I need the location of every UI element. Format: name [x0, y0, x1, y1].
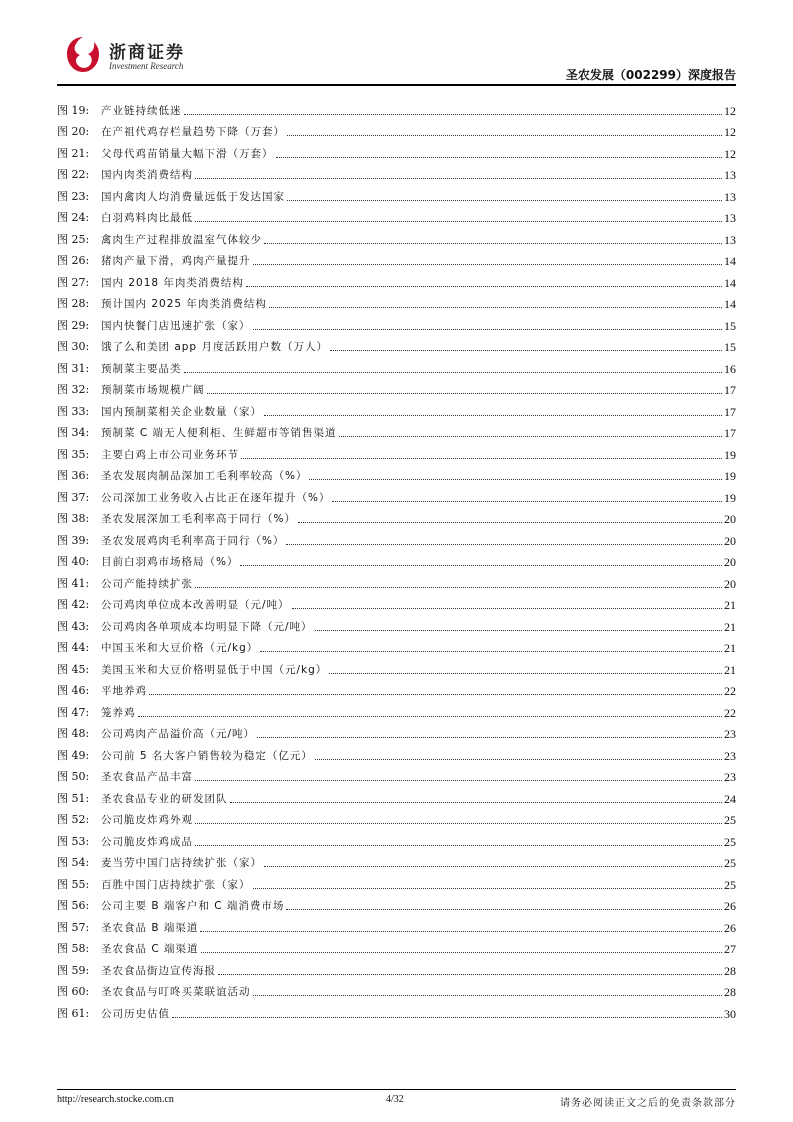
- toc-page-number: 13: [724, 189, 736, 204]
- toc-page-number: 30: [724, 1006, 736, 1021]
- figure-title: 公司鸡肉单位成本改善明显（元/吨）: [101, 599, 290, 611]
- toc-page-number: 12: [724, 103, 736, 118]
- dot-leader: [218, 973, 722, 975]
- figure-title: 圣农食品街边宣传海报: [101, 964, 216, 977]
- dot-leader: [286, 908, 722, 910]
- toc-entry[interactable]: [57, 720, 736, 742]
- figure-number: 图 22:: [57, 168, 90, 181]
- dot-leader: [287, 134, 722, 136]
- figure-number: 图 32:: [57, 383, 90, 396]
- dot-leader: [329, 672, 722, 674]
- toc-entry[interactable]: [57, 892, 736, 914]
- page-number: 4/32: [386, 1094, 404, 1105]
- toc-entry[interactable]: [57, 548, 736, 570]
- toc-entry[interactable]: [57, 827, 736, 849]
- figure-title: 麦当劳中国门店持续扩张（家）: [101, 857, 262, 869]
- figure-title: 圣农食品专业的研发团队: [101, 792, 228, 805]
- toc-entry[interactable]: [57, 268, 736, 290]
- figure-index-list: [57, 96, 736, 1021]
- dot-leader: [253, 994, 723, 996]
- toc-page-number: 25: [724, 813, 736, 827]
- page-header: [57, 36, 736, 84]
- toc-page-number: 21: [724, 641, 736, 655]
- toc-page-number: 20: [724, 555, 736, 569]
- figure-number: 图 28:: [57, 297, 90, 310]
- dot-leader: [286, 543, 722, 545]
- figure-number: 图 34:: [57, 426, 90, 439]
- dot-leader: [292, 607, 722, 609]
- dot-leader: [257, 736, 722, 738]
- figure-number: 图 41:: [57, 576, 90, 590]
- figure-title: 国内预制菜相关企业数量（家）: [101, 405, 262, 418]
- toc-entry[interactable]: [57, 763, 736, 785]
- figure-title: 预计国内 2025 年肉类消费结构: [101, 298, 267, 310]
- dot-leader: [309, 478, 722, 480]
- dot-leader: [195, 177, 722, 179]
- toc-entry[interactable]: [57, 569, 736, 591]
- toc-entry[interactable]: [57, 311, 736, 333]
- dot-leader: [195, 220, 722, 222]
- toc-entry[interactable]: [57, 161, 736, 183]
- toc-page-number: 21: [724, 619, 736, 634]
- footer-url: http://research.stocke.com.cn: [57, 1094, 174, 1105]
- toc-entry[interactable]: [57, 182, 736, 204]
- figure-title: 公司主要 B 端客户和 C 端消费市场: [101, 900, 285, 912]
- figure-title: 在产祖代鸡存栏量趋势下降（万套）: [101, 126, 285, 138]
- toc-entry[interactable]: [57, 999, 736, 1021]
- figure-title: 圣农食品 C 端渠道: [101, 943, 199, 955]
- toc-entry[interactable]: [57, 505, 736, 527]
- figure-number: 图 60:: [57, 985, 90, 998]
- toc-entry[interactable]: [57, 935, 736, 957]
- figure-number: 图 31:: [57, 361, 90, 375]
- toc-entry[interactable]: [57, 677, 736, 699]
- figure-number: 图 36:: [57, 469, 90, 482]
- toc-page-number: 12: [724, 125, 736, 139]
- toc-page-number: 25: [724, 877, 736, 892]
- dot-leader: [184, 113, 723, 115]
- dot-leader: [241, 457, 722, 459]
- figure-number: 图 33:: [57, 404, 90, 418]
- dot-leader: [264, 242, 722, 244]
- dot-leader: [264, 414, 722, 416]
- toc-page-number: 26: [724, 920, 736, 935]
- toc-page-number: 20: [724, 576, 736, 591]
- disclaimer-note: 请务必阅读正文之后的免责条款部分: [560, 1098, 736, 1109]
- figure-title: 父母代鸡苗销量大幅下滑（万套）: [101, 147, 274, 160]
- figure-title: 百胜中国门店持续扩张（家）: [101, 878, 251, 891]
- zheshang-logo-icon: [65, 36, 101, 74]
- figure-title: 公司深加工业务收入占比正在逐年提升（%）: [101, 491, 331, 504]
- figure-number: 图 26:: [57, 254, 90, 267]
- figure-number: 图 51:: [57, 791, 90, 805]
- toc-page-number: 13: [724, 211, 736, 225]
- toc-entry[interactable]: [57, 118, 736, 140]
- figure-number: 图 21:: [57, 146, 90, 160]
- toc-entry[interactable]: [57, 247, 736, 269]
- figure-number: 图 25:: [57, 232, 90, 246]
- figure-title: 国内快餐门店迅速扩张（家）: [101, 319, 251, 332]
- figure-title: 饿了么和美团 app 月度活跃用户数（万人）: [101, 341, 328, 353]
- figure-title: 目前白羽鸡市场格局（%）: [101, 556, 239, 568]
- toc-entry[interactable]: [57, 956, 736, 978]
- toc-page-number: 13: [724, 168, 736, 182]
- figure-title: 公司历史估值: [101, 1007, 170, 1020]
- figure-number: 图 44:: [57, 641, 90, 654]
- toc-page-number: 16: [724, 361, 736, 376]
- figure-title: 白羽鸡料肉比最低: [101, 212, 193, 224]
- dot-leader: [276, 156, 723, 158]
- figure-number: 图 49:: [57, 748, 90, 762]
- figure-title: 圣农发展鸡肉毛利率高于同行（%）: [101, 534, 285, 547]
- report-title: 圣农发展（002299）深度报告: [565, 68, 736, 82]
- dot-leader: [184, 371, 723, 373]
- figure-number: 图 46:: [57, 684, 90, 697]
- toc-entry[interactable]: [57, 526, 736, 548]
- figure-number: 图 52:: [57, 813, 90, 826]
- toc-page-number: 24: [724, 791, 736, 806]
- dot-leader: [172, 1016, 722, 1018]
- toc-page-number: 17: [724, 383, 736, 397]
- toc-page-number: 19: [724, 469, 736, 483]
- toc-page-number: 20: [724, 533, 736, 548]
- figure-number: 图 23:: [57, 189, 90, 203]
- toc-page-number: 23: [724, 748, 736, 763]
- toc-page-number: 19: [724, 490, 736, 505]
- dot-leader: [195, 586, 722, 588]
- footer-divider: [57, 1089, 736, 1090]
- brand-name: 浙商证券: [109, 43, 185, 63]
- toc-page-number: 22: [724, 684, 736, 698]
- figure-title: 美国玉米和大豆价格明显低于中国（元/kg）: [101, 663, 328, 676]
- dot-leader: [253, 887, 723, 889]
- figure-number: 图 57:: [57, 920, 90, 934]
- figure-title: 预制菜主要品类: [101, 362, 182, 375]
- toc-entry[interactable]: [57, 741, 736, 763]
- figure-title: 圣农食品 B 端渠道: [101, 921, 199, 934]
- figure-number: 图 39:: [57, 533, 90, 547]
- figure-title: 国内禽肉人均消费量远低于发达国家: [101, 190, 285, 203]
- dot-leader: [332, 500, 722, 502]
- toc-page-number: 17: [724, 426, 736, 440]
- toc-page-number: 23: [724, 727, 736, 741]
- toc-page-number: 15: [724, 318, 736, 333]
- figure-number: 图 30:: [57, 340, 90, 353]
- figure-number: 图 19:: [57, 103, 90, 117]
- toc-entry[interactable]: [57, 591, 736, 613]
- dot-leader: [195, 779, 722, 781]
- toc-page-number: 25: [724, 834, 736, 849]
- toc-page-number: 14: [724, 297, 736, 311]
- figure-title: 公司鸡肉各单项成本均明显下降（元/吨）: [101, 620, 313, 633]
- figure-title: 圣农食品产品丰富: [101, 771, 193, 783]
- dot-leader: [260, 650, 722, 652]
- toc-entry[interactable]: [57, 634, 736, 656]
- figure-number: 图 53:: [57, 834, 90, 848]
- toc-entry[interactable]: [57, 698, 736, 720]
- figure-number: 图 59:: [57, 963, 90, 977]
- figure-number: 图 54:: [57, 856, 90, 869]
- toc-page-number: 28: [724, 985, 736, 999]
- figure-number: 图 48:: [57, 727, 90, 740]
- figure-title: 圣农食品与叮咚买菜联谊活动: [101, 986, 251, 998]
- figure-title: 公司产能持续扩张: [101, 577, 193, 590]
- toc-entry[interactable]: [57, 354, 736, 376]
- dot-leader: [200, 930, 722, 932]
- figure-number: 图 42:: [57, 598, 90, 611]
- figure-title: 公司脆皮炸鸡外观: [101, 814, 193, 826]
- figure-title: 圣农发展深加工毛利率高于同行（%）: [101, 513, 296, 525]
- figure-title: 预制菜市场规模广阔: [101, 384, 205, 396]
- figure-number: 图 27:: [57, 275, 90, 289]
- toc-entry[interactable]: [57, 849, 736, 871]
- toc-entry[interactable]: [57, 376, 736, 398]
- figure-title: 禽肉生产过程排放温室气体较少: [101, 233, 262, 246]
- toc-entry[interactable]: [57, 333, 736, 355]
- dot-leader: [298, 521, 722, 523]
- toc-entry[interactable]: [57, 483, 736, 505]
- toc-entry[interactable]: [57, 225, 736, 247]
- toc-page-number: 27: [724, 942, 736, 956]
- dot-leader: [315, 758, 722, 760]
- toc-entry[interactable]: [57, 806, 736, 828]
- dot-leader: [339, 435, 722, 437]
- header-divider: [57, 84, 736, 86]
- dot-leader: [138, 715, 723, 717]
- figure-title: 公司脆皮炸鸡成品: [101, 835, 193, 848]
- toc-page-number: 13: [724, 232, 736, 247]
- dot-leader: [269, 306, 722, 308]
- dot-leader: [195, 844, 722, 846]
- toc-page-number: 22: [724, 705, 736, 720]
- toc-page-number: 12: [724, 146, 736, 161]
- figure-number: 图 20:: [57, 125, 90, 138]
- toc-page-number: 14: [724, 275, 736, 290]
- figure-title: 平地养鸡: [101, 685, 147, 697]
- figure-number: 图 24:: [57, 211, 90, 224]
- toc-entry[interactable]: [57, 290, 736, 312]
- toc-entry[interactable]: [57, 204, 736, 226]
- toc-entry[interactable]: [57, 397, 736, 419]
- toc-page-number: 26: [724, 899, 736, 913]
- dot-leader: [253, 328, 723, 330]
- figure-title: 预制菜 C 端无人便利柜、生鲜超市等销售渠道: [101, 427, 337, 439]
- figure-number: 图 47:: [57, 705, 90, 719]
- dot-leader: [201, 951, 722, 953]
- dot-leader: [240, 564, 722, 566]
- figure-number: 图 56:: [57, 899, 90, 912]
- toc-entry[interactable]: [57, 784, 736, 806]
- dot-leader: [246, 285, 722, 287]
- toc-entry[interactable]: [57, 96, 736, 118]
- toc-page-number: 21: [724, 662, 736, 677]
- toc-page-number: 14: [724, 254, 736, 268]
- figure-title: 公司鸡肉产品溢价高（元/吨）: [101, 728, 256, 740]
- toc-entry[interactable]: [57, 139, 736, 161]
- toc-entry[interactable]: [57, 870, 736, 892]
- figure-number: 图 61:: [57, 1006, 90, 1020]
- figure-number: 图 38:: [57, 512, 90, 525]
- toc-page-number: 17: [724, 404, 736, 419]
- toc-page-number: 25: [724, 856, 736, 870]
- toc-entry[interactable]: [57, 440, 736, 462]
- figure-title: 主要白鸡上市公司业务环节: [101, 448, 239, 461]
- toc-entry[interactable]: [57, 978, 736, 1000]
- dot-leader: [253, 263, 723, 265]
- dot-leader: [264, 865, 722, 867]
- toc-entry[interactable]: [57, 419, 736, 441]
- figure-title: 产业链持续低迷: [101, 104, 182, 117]
- toc-page-number: 20: [724, 512, 736, 526]
- figure-number: 图 35:: [57, 447, 90, 461]
- figure-number: 图 43:: [57, 619, 90, 633]
- toc-entry[interactable]: [57, 655, 736, 677]
- toc-page-number: 15: [724, 340, 736, 354]
- figure-number: 图 55:: [57, 877, 90, 891]
- brand-tagline: Investment Research: [109, 61, 184, 71]
- figure-number: 图 58:: [57, 942, 90, 955]
- figure-title: 国内 2018 年肉类消费结构: [101, 276, 244, 289]
- dot-leader: [330, 349, 722, 351]
- toc-entry[interactable]: [57, 612, 736, 634]
- figure-title: 笼养鸡: [101, 706, 136, 719]
- toc-page-number: 21: [724, 598, 736, 612]
- figure-number: 图 50:: [57, 770, 90, 783]
- dot-leader: [207, 392, 723, 394]
- toc-entry[interactable]: [57, 913, 736, 935]
- figure-title: 猪肉产量下滑，鸡肉产量提升: [101, 255, 251, 267]
- figure-title: 中国玉米和大豆价格（元/kg）: [101, 642, 259, 654]
- dot-leader: [315, 629, 722, 631]
- dot-leader: [149, 693, 722, 695]
- dot-leader: [287, 199, 722, 201]
- figure-number: 图 45:: [57, 662, 90, 676]
- figure-title: 国内肉类消费结构: [101, 169, 193, 181]
- figure-title: 公司前 5 名大客户销售较为稳定（亿元）: [101, 749, 313, 762]
- toc-entry[interactable]: [57, 462, 736, 484]
- figure-number: 图 37:: [57, 490, 90, 504]
- toc-page-number: 28: [724, 963, 736, 978]
- dot-leader: [195, 822, 722, 824]
- toc-page-number: 23: [724, 770, 736, 784]
- dot-leader: [230, 801, 723, 803]
- figure-number: 图 29:: [57, 318, 90, 332]
- toc-page-number: 19: [724, 447, 736, 462]
- figure-number: 图 40:: [57, 555, 90, 568]
- figure-title: 圣农发展肉制品深加工毛利率较高（%）: [101, 470, 308, 482]
